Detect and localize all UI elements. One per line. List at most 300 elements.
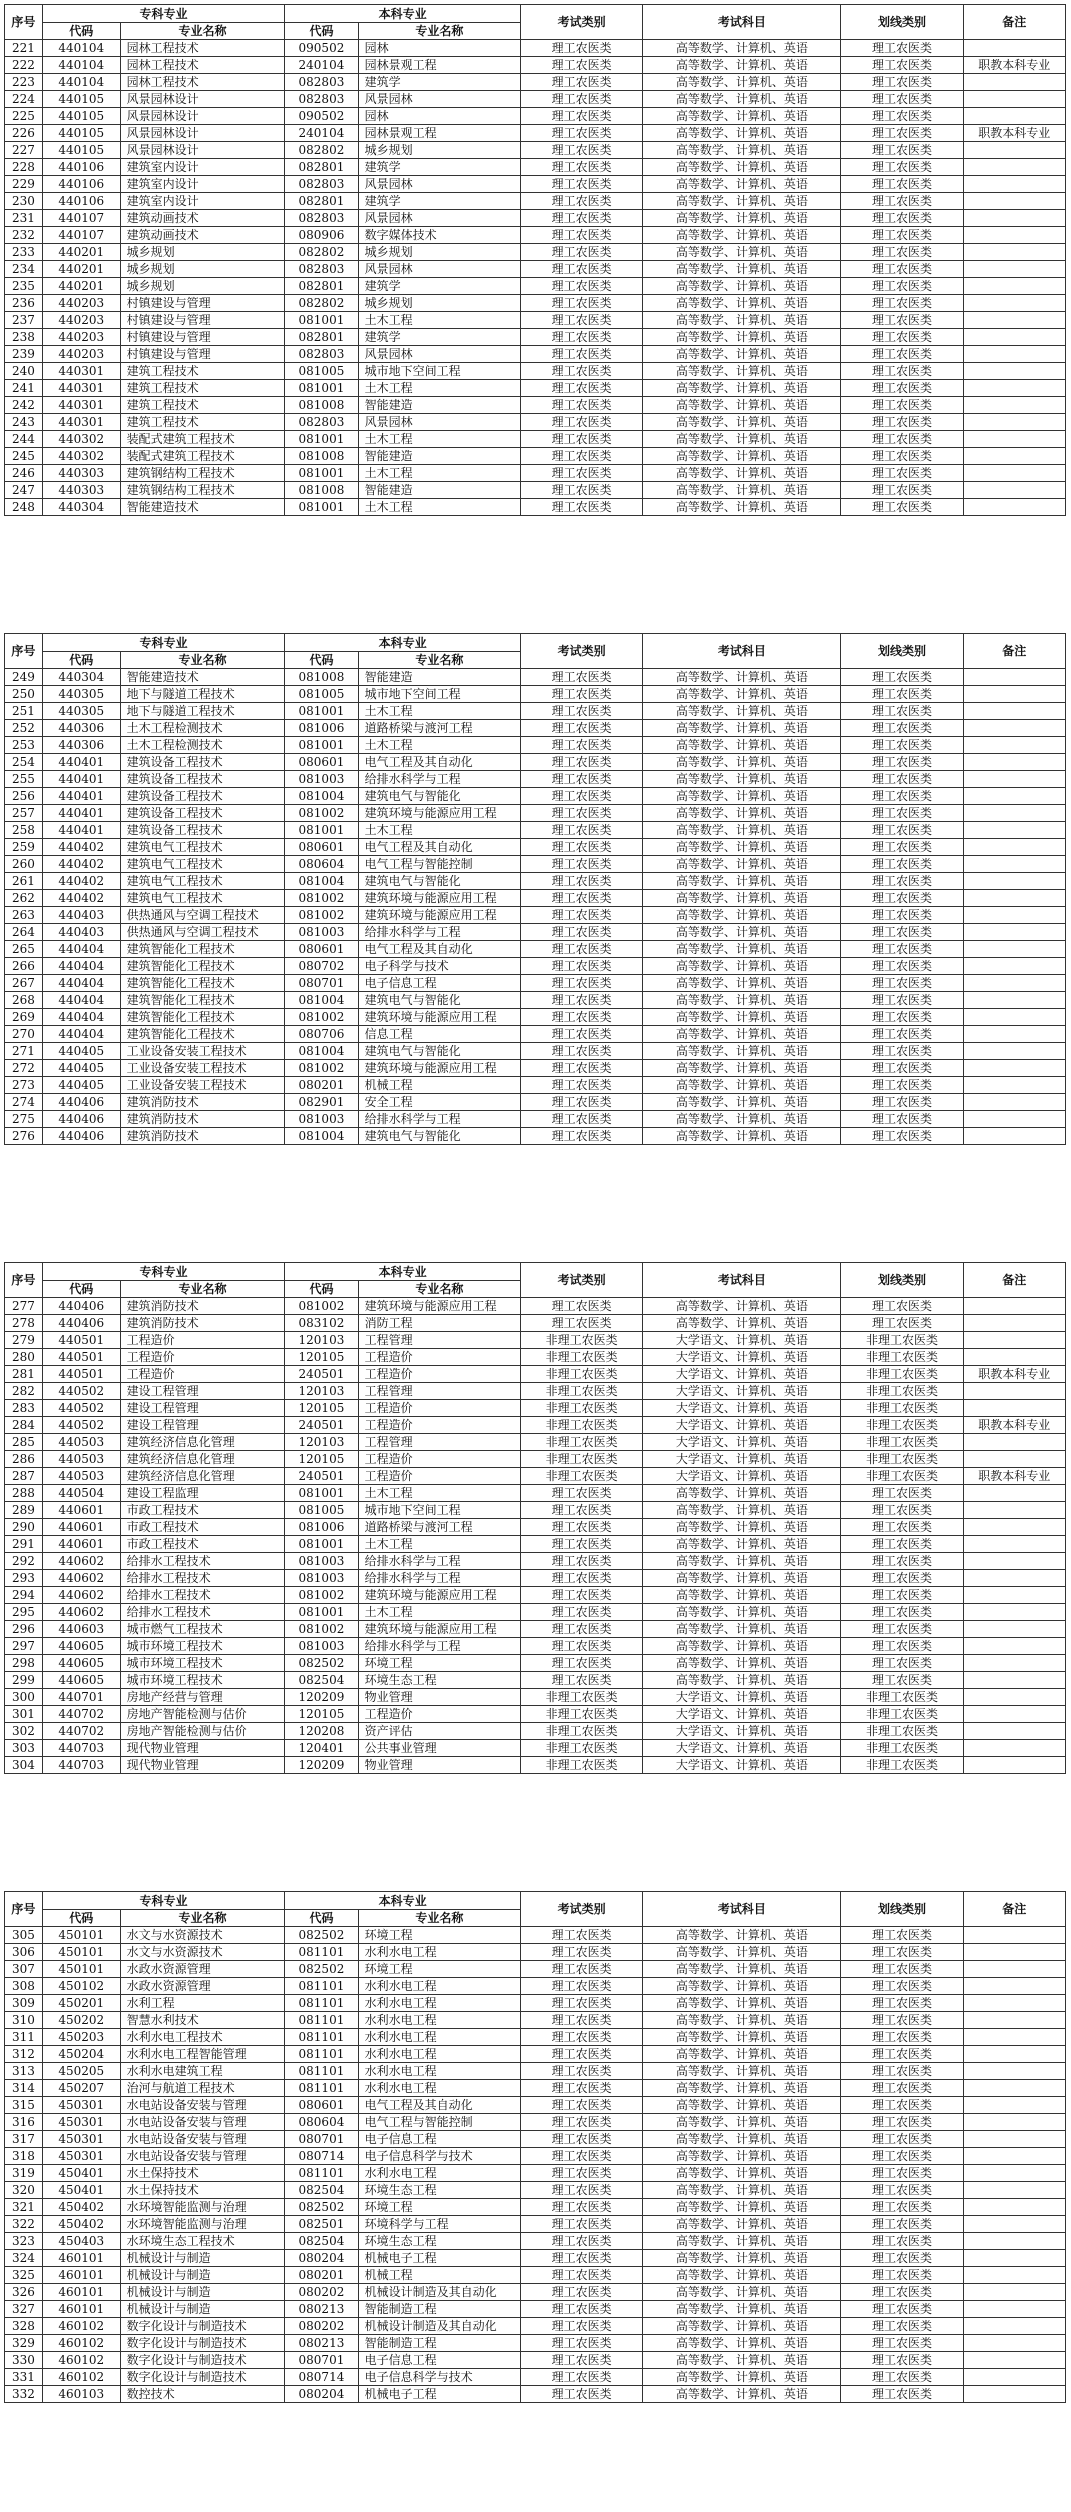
zk-code-cell: 440703 (42, 1740, 120, 1757)
zk-code-cell: 440401 (42, 805, 120, 822)
bk-code-cell: 081001 (285, 465, 358, 482)
table-row (5, 2301, 1066, 2318)
exam-subjects-cell: 高等数学、计算机、英语 (643, 176, 841, 193)
table-row (5, 193, 1066, 210)
line-type-cell: 理工农医类 (841, 1009, 963, 1026)
zk-code-cell: 440502 (42, 1417, 120, 1434)
zk-name-cell: 现代物业管理 (120, 1757, 285, 1774)
zk-name-cell: 数字化设计与制造技术 (120, 2369, 285, 2386)
table-row (5, 1740, 1066, 1757)
note-cell (963, 873, 1065, 890)
exam-subjects-cell: 高等数学、计算机、英语 (643, 1927, 841, 1944)
note-cell (963, 703, 1065, 720)
zk-name-cell: 治河与航道工程技术 (120, 2080, 285, 2097)
bk-code-cell: 120105 (285, 1349, 358, 1366)
zk-name-cell: 房地产智能检测与估价 (120, 1723, 285, 1740)
zk-name-cell: 园林工程技术 (120, 40, 285, 57)
header-exam-subjects: 考试科目 (643, 634, 841, 669)
exam-type-cell: 理工农医类 (521, 2267, 643, 2284)
header-exam-type: 考试类别 (521, 5, 643, 40)
bk-name-cell: 水利水电工程 (358, 2029, 520, 2046)
zk-name-cell: 智慧水利技术 (120, 2012, 285, 2029)
note-cell: 职教本科专业 (963, 57, 1065, 74)
zk-name-cell: 建设工程管理 (120, 1417, 285, 1434)
zk-name-cell: 现代物业管理 (120, 1740, 285, 1757)
zk-name-cell: 建筑设备工程技术 (120, 822, 285, 839)
line-type-cell: 理工农医类 (841, 1553, 963, 1570)
line-type-cell: 理工农医类 (841, 448, 963, 465)
bk-name-cell: 智能建造 (358, 397, 520, 414)
admission-table-block-3 (4, 1262, 1066, 1774)
table-row (5, 397, 1066, 414)
exam-type-cell: 理工农医类 (521, 975, 643, 992)
zk-code-cell: 440502 (42, 1400, 120, 1417)
zk-code-cell: 440401 (42, 788, 120, 805)
zk-code-cell: 440304 (42, 669, 120, 686)
exam-type-cell: 理工农医类 (521, 2080, 643, 2097)
exam-subjects-cell: 高等数学、计算机、英语 (643, 2097, 841, 2114)
table-row (5, 1349, 1066, 1366)
zk-name-cell: 供热通风与空调工程技术 (120, 907, 285, 924)
bk-code-cell: 080202 (285, 2318, 358, 2335)
line-type-cell: 非理工农医类 (841, 1400, 963, 1417)
line-type-cell: 理工农医类 (841, 2267, 963, 2284)
zk-name-cell: 村镇建设与管理 (120, 312, 285, 329)
zk-name-cell: 建设工程管理 (120, 1400, 285, 1417)
bk-name-cell: 建筑环境与能源应用工程 (358, 805, 520, 822)
zk-name-cell: 建筑电气工程技术 (120, 856, 285, 873)
exam-type-cell: 理工农医类 (521, 278, 643, 295)
exam-subjects-cell: 高等数学、计算机、英语 (643, 1604, 841, 1621)
exam-subjects-cell: 高等数学、计算机、英语 (643, 1094, 841, 1111)
line-type-cell: 理工农医类 (841, 380, 963, 397)
bk-name-cell: 电气工程与智能控制 (358, 856, 520, 873)
zk-code-cell: 450101 (42, 1961, 120, 1978)
zk-name-cell: 建筑消防技术 (120, 1111, 285, 1128)
line-type-cell: 理工农医类 (841, 1638, 963, 1655)
seq-cell: 282 (5, 1383, 43, 1400)
line-type-cell: 理工农医类 (841, 1111, 963, 1128)
bk-code-cell: 081001 (285, 499, 358, 516)
zk-name-cell: 城市环境工程技术 (120, 1638, 285, 1655)
seq-cell: 297 (5, 1638, 43, 1655)
table-row (5, 788, 1066, 805)
line-type-cell: 理工农医类 (841, 193, 963, 210)
zk-code-cell: 440106 (42, 193, 120, 210)
bk-name-cell: 电子信息科学与技术 (358, 2369, 520, 2386)
exam-type-cell: 非理工农医类 (521, 1434, 643, 1451)
exam-subjects-cell: 高等数学、计算机、英语 (643, 907, 841, 924)
exam-subjects-cell: 高等数学、计算机、英语 (643, 74, 841, 91)
exam-type-cell: 理工农医类 (521, 1655, 643, 1672)
table-row (5, 2046, 1066, 2063)
header-note: 备注 (963, 1263, 1065, 1298)
exam-subjects-cell: 高等数学、计算机、英语 (643, 1485, 841, 1502)
seq-cell: 270 (5, 1026, 43, 1043)
exam-subjects-cell: 高等数学、计算机、英语 (643, 295, 841, 312)
bk-name-cell: 土木工程 (358, 737, 520, 754)
seq-cell: 279 (5, 1332, 43, 1349)
bk-name-cell: 建筑电气与智能化 (358, 992, 520, 1009)
line-type-cell: 理工农医类 (841, 856, 963, 873)
exam-type-cell: 理工农医类 (521, 414, 643, 431)
seq-cell: 223 (5, 74, 43, 91)
zk-code-cell: 450203 (42, 2029, 120, 2046)
line-type-cell: 理工农医类 (841, 686, 963, 703)
note-cell (963, 754, 1065, 771)
line-type-cell: 理工农医类 (841, 210, 963, 227)
bk-name-cell: 土木工程 (358, 380, 520, 397)
bk-code-cell: 082803 (285, 210, 358, 227)
line-type-cell: 理工农医类 (841, 2335, 963, 2352)
seq-cell: 284 (5, 1417, 43, 1434)
bk-name-cell: 智能建造 (358, 448, 520, 465)
bk-name-cell: 机械设计制造及其自动化 (358, 2284, 520, 2301)
note-cell (963, 1706, 1065, 1723)
exam-subjects-cell: 大学语文、计算机、英语 (643, 1451, 841, 1468)
bk-name-cell: 给排水科学与工程 (358, 924, 520, 941)
seq-cell: 305 (5, 1927, 43, 1944)
table-row (5, 40, 1066, 57)
zk-name-cell: 园林工程技术 (120, 57, 285, 74)
zk-name-cell: 建筑室内设计 (120, 176, 285, 193)
bk-name-cell: 土木工程 (358, 431, 520, 448)
line-type-cell: 理工农医类 (841, 142, 963, 159)
zk-name-cell: 工业设备安装工程技术 (120, 1077, 285, 1094)
header-zk-name: 专业名称 (120, 23, 285, 40)
exam-subjects-cell: 高等数学、计算机、英语 (643, 465, 841, 482)
bk-code-cell: 081002 (285, 1060, 358, 1077)
seq-cell: 293 (5, 1570, 43, 1587)
exam-type-cell: 理工农医类 (521, 74, 643, 91)
zk-name-cell: 建筑工程技术 (120, 397, 285, 414)
bk-code-cell: 082502 (285, 2199, 358, 2216)
bk-code-cell: 090502 (285, 40, 358, 57)
note-cell (963, 2131, 1065, 2148)
zk-code-cell: 440404 (42, 992, 120, 1009)
bk-name-cell: 环境工程 (358, 1927, 520, 1944)
exam-type-cell: 理工农医类 (521, 499, 643, 516)
exam-type-cell: 理工农医类 (521, 2046, 643, 2063)
exam-subjects-cell: 高等数学、计算机、英语 (643, 159, 841, 176)
seq-cell: 276 (5, 1128, 43, 1145)
bk-code-cell: 082504 (285, 2233, 358, 2250)
zk-code-cell: 440401 (42, 771, 120, 788)
line-type-cell: 理工农医类 (841, 1043, 963, 1060)
exam-subjects-cell: 高等数学、计算机、英语 (643, 431, 841, 448)
exam-subjects-cell: 高等数学、计算机、英语 (643, 2080, 841, 2097)
zk-name-cell: 水土保持技术 (120, 2182, 285, 2199)
exam-subjects-cell: 高等数学、计算机、英语 (643, 2182, 841, 2199)
bk-name-cell: 工程管理 (358, 1434, 520, 1451)
zk-name-cell: 水政水资源管理 (120, 1961, 285, 1978)
header-zk-code: 代码 (42, 652, 120, 669)
zk-code-cell: 440105 (42, 91, 120, 108)
bk-code-cell: 081008 (285, 669, 358, 686)
zk-code-cell: 440104 (42, 74, 120, 91)
note-cell (963, 431, 1065, 448)
header-exam-type: 考试类别 (521, 1263, 643, 1298)
note-cell (963, 193, 1065, 210)
exam-type-cell: 非理工农医类 (521, 1417, 643, 1434)
line-type-cell: 理工农医类 (841, 482, 963, 499)
bk-code-cell: 240501 (285, 1468, 358, 1485)
seq-cell: 240 (5, 363, 43, 380)
zk-name-cell: 建筑室内设计 (120, 193, 285, 210)
note-cell (963, 1111, 1065, 1128)
note-cell (963, 771, 1065, 788)
table-row (5, 295, 1066, 312)
note-cell (963, 312, 1065, 329)
zk-name-cell: 建筑智能化工程技术 (120, 1009, 285, 1026)
zk-code-cell: 440106 (42, 176, 120, 193)
exam-type-cell: 非理工农医类 (521, 1757, 643, 1774)
seq-cell: 247 (5, 482, 43, 499)
seq-cell: 233 (5, 244, 43, 261)
note-cell (963, 907, 1065, 924)
exam-subjects-cell: 高等数学、计算机、英语 (643, 380, 841, 397)
table-row (5, 1757, 1066, 1774)
table-row (5, 1451, 1066, 1468)
bk-name-cell: 水利水电工程 (358, 2046, 520, 2063)
exam-subjects-cell: 高等数学、计算机、英语 (643, 244, 841, 261)
note-cell (963, 91, 1065, 108)
exam-type-cell: 理工农医类 (521, 1553, 643, 1570)
line-type-cell: 理工农医类 (841, 176, 963, 193)
zk-name-cell: 给排水工程技术 (120, 1604, 285, 1621)
zk-code-cell: 440303 (42, 482, 120, 499)
exam-subjects-cell: 高等数学、计算机、英语 (643, 1536, 841, 1553)
zk-code-cell: 460101 (42, 2301, 120, 2318)
line-type-cell: 理工农医类 (841, 397, 963, 414)
table-row (5, 57, 1066, 74)
zk-code-cell: 440403 (42, 907, 120, 924)
exam-type-cell: 理工农医类 (521, 1944, 643, 1961)
line-type-cell: 理工农医类 (841, 975, 963, 992)
table-row (5, 2165, 1066, 2182)
zk-name-cell: 装配式建筑工程技术 (120, 431, 285, 448)
zk-code-cell: 440701 (42, 1689, 120, 1706)
line-type-cell: 理工农医类 (841, 805, 963, 822)
bk-code-cell: 081101 (285, 1978, 358, 1995)
zk-name-cell: 村镇建设与管理 (120, 329, 285, 346)
line-type-cell: 理工农医类 (841, 2165, 963, 2182)
bk-code-cell: 080201 (285, 1077, 358, 1094)
note-cell (963, 890, 1065, 907)
zk-name-cell: 数字化设计与制造技术 (120, 2335, 285, 2352)
line-type-cell: 理工农医类 (841, 2250, 963, 2267)
header-zk-group: 专科专业 (42, 5, 284, 23)
line-type-cell: 理工农医类 (841, 839, 963, 856)
bk-name-cell: 工程造价 (358, 1400, 520, 1417)
line-type-cell: 理工农医类 (841, 159, 963, 176)
exam-type-cell: 非理工农医类 (521, 1451, 643, 1468)
zk-code-cell: 450101 (42, 1927, 120, 1944)
bk-name-cell: 环境生态工程 (358, 2182, 520, 2199)
exam-type-cell: 理工农医类 (521, 2148, 643, 2165)
bk-code-cell: 081005 (285, 363, 358, 380)
note-cell (963, 1400, 1065, 1417)
bk-name-cell: 道路桥梁与渡河工程 (358, 1519, 520, 1536)
line-type-cell: 理工农医类 (841, 2352, 963, 2369)
note-cell (963, 2301, 1065, 2318)
exam-type-cell: 理工农医类 (521, 244, 643, 261)
exam-subjects-cell: 高等数学、计算机、英语 (643, 1587, 841, 1604)
zk-code-cell: 440106 (42, 159, 120, 176)
zk-name-cell: 建筑消防技术 (120, 1094, 285, 1111)
bk-name-cell: 建筑环境与能源应用工程 (358, 1060, 520, 1077)
zk-code-cell: 440306 (42, 720, 120, 737)
zk-name-cell: 市政工程技术 (120, 1536, 285, 1553)
note-cell (963, 975, 1065, 992)
seq-cell: 255 (5, 771, 43, 788)
note-cell (963, 1349, 1065, 1366)
exam-subjects-cell: 大学语文、计算机、英语 (643, 1434, 841, 1451)
note-cell (963, 1502, 1065, 1519)
line-type-cell: 理工农医类 (841, 227, 963, 244)
note-cell (963, 1604, 1065, 1621)
header-zk-group: 专科专业 (42, 1263, 284, 1281)
exam-type-cell: 理工农医类 (521, 1570, 643, 1587)
line-type-cell: 理工农医类 (841, 2029, 963, 2046)
seq-cell: 221 (5, 40, 43, 57)
zk-name-cell: 建筑经济信息化管理 (120, 1451, 285, 1468)
zk-code-cell: 440201 (42, 261, 120, 278)
exam-type-cell: 理工农医类 (521, 142, 643, 159)
exam-subjects-cell: 高等数学、计算机、英语 (643, 703, 841, 720)
zk-code-cell: 440404 (42, 1026, 120, 1043)
bk-name-cell: 建筑学 (358, 278, 520, 295)
exam-subjects-cell: 高等数学、计算机、英语 (643, 1502, 841, 1519)
exam-subjects-cell: 高等数学、计算机、英语 (643, 108, 841, 125)
note-cell (963, 2012, 1065, 2029)
table-row (5, 2250, 1066, 2267)
seq-cell: 308 (5, 1978, 43, 1995)
seq-cell: 321 (5, 2199, 43, 2216)
bk-name-cell: 物业管理 (358, 1689, 520, 1706)
seq-cell: 304 (5, 1757, 43, 1774)
zk-name-cell: 装配式建筑工程技术 (120, 448, 285, 465)
zk-name-cell: 城市环境工程技术 (120, 1672, 285, 1689)
zk-name-cell: 给排水工程技术 (120, 1570, 285, 1587)
table-row (5, 1978, 1066, 1995)
header-note: 备注 (963, 5, 1065, 40)
zk-code-cell: 440104 (42, 57, 120, 74)
table-row (5, 1995, 1066, 2012)
zk-code-cell: 450207 (42, 2080, 120, 2097)
line-type-cell: 理工农医类 (841, 2114, 963, 2131)
bk-code-cell: 081101 (285, 2080, 358, 2097)
line-type-cell: 理工农医类 (841, 873, 963, 890)
zk-name-cell: 水土保持技术 (120, 2165, 285, 2182)
exam-subjects-cell: 大学语文、计算机、英语 (643, 1740, 841, 1757)
bk-code-cell: 082801 (285, 193, 358, 210)
line-type-cell: 理工农医类 (841, 2046, 963, 2063)
bk-name-cell: 环境生态工程 (358, 1672, 520, 1689)
header-exam-subjects: 考试科目 (643, 1892, 841, 1927)
line-type-cell: 理工农医类 (841, 1621, 963, 1638)
header-exam-subjects: 考试科目 (643, 5, 841, 40)
bk-code-cell: 082803 (285, 261, 358, 278)
bk-name-cell: 园林景观工程 (358, 125, 520, 142)
bk-code-cell: 081002 (285, 1009, 358, 1026)
bk-code-cell: 081001 (285, 431, 358, 448)
zk-code-cell: 450403 (42, 2233, 120, 2250)
exam-subjects-cell: 大学语文、计算机、英语 (643, 1332, 841, 1349)
zk-code-cell: 440504 (42, 1485, 120, 1502)
bk-code-cell: 081101 (285, 2063, 358, 2080)
seq-cell: 251 (5, 703, 43, 720)
bk-code-cell: 082802 (285, 244, 358, 261)
table-row (5, 924, 1066, 941)
note-cell (963, 159, 1065, 176)
bk-name-cell: 水利水电工程 (358, 2165, 520, 2182)
admission-table-block-2 (4, 633, 1066, 1145)
line-type-cell: 理工农医类 (841, 1978, 963, 1995)
bk-code-cell: 240501 (285, 1366, 358, 1383)
zk-name-cell: 机械设计与制造 (120, 2250, 285, 2267)
exam-subjects-cell: 高等数学、计算机、英语 (643, 924, 841, 941)
exam-type-cell: 理工农医类 (521, 108, 643, 125)
exam-subjects-cell: 高等数学、计算机、英语 (643, 1553, 841, 1570)
seq-cell: 310 (5, 2012, 43, 2029)
zk-name-cell: 建筑工程技术 (120, 414, 285, 431)
seq-cell: 242 (5, 397, 43, 414)
seq-cell: 299 (5, 1672, 43, 1689)
zk-code-cell: 460102 (42, 2335, 120, 2352)
exam-subjects-cell: 高等数学、计算机、英语 (643, 1519, 841, 1536)
zk-name-cell: 房地产智能检测与估价 (120, 1706, 285, 1723)
bk-name-cell: 建筑环境与能源应用工程 (358, 1009, 520, 1026)
note-cell (963, 40, 1065, 57)
header-exam-subjects: 考试科目 (643, 1263, 841, 1298)
zk-name-cell: 给排水工程技术 (120, 1553, 285, 1570)
note-cell (963, 1060, 1065, 1077)
zk-code-cell: 440702 (42, 1706, 120, 1723)
bk-code-cell: 081002 (285, 805, 358, 822)
zk-code-cell: 450205 (42, 2063, 120, 2080)
exam-subjects-cell: 高等数学、计算机、英语 (643, 720, 841, 737)
bk-name-cell: 水利水电工程 (358, 1944, 520, 1961)
table-row (5, 686, 1066, 703)
note-cell (963, 1570, 1065, 1587)
bk-name-cell: 土木工程 (358, 499, 520, 516)
exam-subjects-cell: 高等数学、计算机、英语 (643, 210, 841, 227)
bk-name-cell: 工程管理 (358, 1332, 520, 1349)
note-cell (963, 1332, 1065, 1349)
exam-subjects-cell: 高等数学、计算机、英语 (643, 2284, 841, 2301)
zk-code-cell: 440104 (42, 40, 120, 57)
note-cell (963, 2250, 1065, 2267)
zk-code-cell: 440501 (42, 1366, 120, 1383)
exam-subjects-cell: 高等数学、计算机、英语 (643, 771, 841, 788)
table-row (5, 1128, 1066, 1145)
seq-cell: 278 (5, 1315, 43, 1332)
table-row (5, 1434, 1066, 1451)
zk-name-cell: 园林工程技术 (120, 74, 285, 91)
exam-subjects-cell: 高等数学、计算机、英语 (643, 414, 841, 431)
bk-name-cell: 水利水电工程 (358, 1978, 520, 1995)
header-exam-type: 考试类别 (521, 1892, 643, 1927)
zk-code-cell: 440304 (42, 499, 120, 516)
zk-code-cell: 440601 (42, 1502, 120, 1519)
bk-code-cell: 080706 (285, 1026, 358, 1043)
exam-type-cell: 理工农医类 (521, 1638, 643, 1655)
table-row (5, 1553, 1066, 1570)
note-cell (963, 2148, 1065, 2165)
seq-cell: 243 (5, 414, 43, 431)
bk-code-cell: 081005 (285, 686, 358, 703)
